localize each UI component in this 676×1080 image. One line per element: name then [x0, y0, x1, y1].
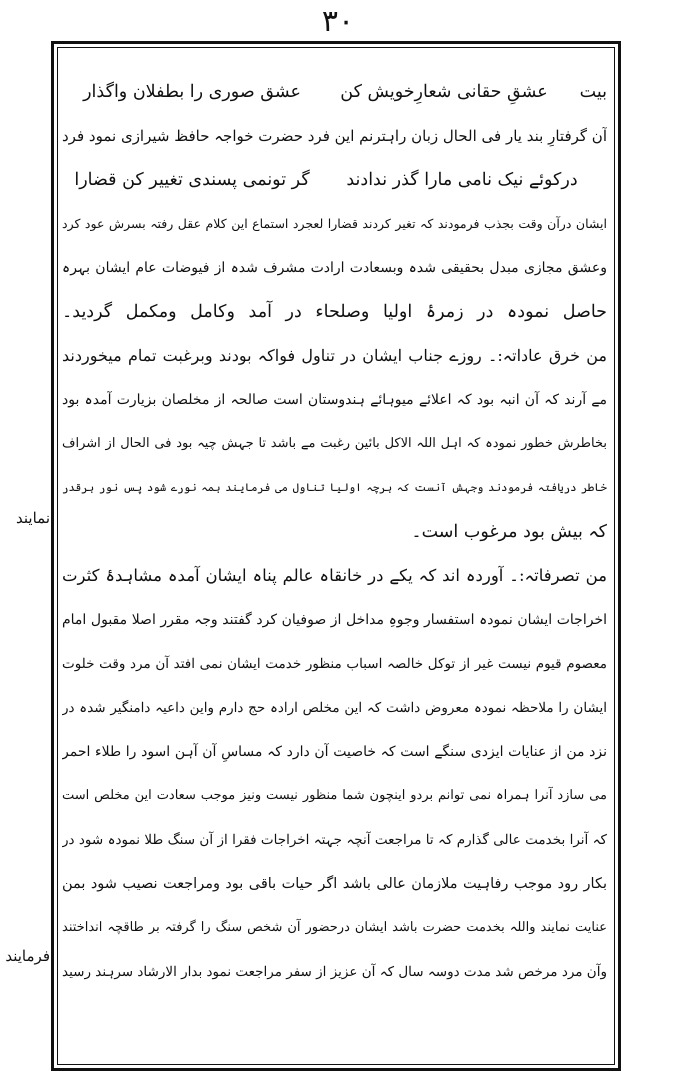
- text-line: حاصل نمودہ در زمرۂ اولیا وصلحاء در آمد وکامل ومکمل گردید۔: [62, 302, 607, 322]
- text-line: وآن مرد مرخص شد مدت دوسہ سال کہ آن عزیز از سفر مراجعت نمود بدار الارشاد سرہند رسید: [62, 964, 607, 980]
- text-line: کہ آنرا بخدمت عالی گذارم کہ تا مراجعت آنچہ جہتہ اخراجات فقرا از آن سنگ طلا نمودہ شود در: [62, 832, 607, 848]
- verse-label: بیت: [579, 82, 607, 102]
- margin-note: نمایند: [16, 509, 50, 527]
- text-line: عنایت نمایند واللہ بخدمت حضرت باشد ایشان درحضور آن شخص سنگ را گرفتہ بر طاقچہ انداختند: [62, 920, 607, 935]
- margin-note: فرمایند: [5, 947, 50, 965]
- verse-hemistich: گر تونمی پسندی تغییر کن قضارا: [74, 170, 310, 190]
- verse-hemistich: عشقِ حقانی شعارِخویش کن: [340, 82, 548, 102]
- text-line: بکار رود موجب رفاہیت ملازمان عالی باشد اگر حیات باقی بود ومراجعت نصیب شود بمن: [62, 876, 607, 892]
- verse-couplet: [62, 158, 607, 202]
- verse-hemistich: درکوئے نیک نامی مارا گذر ندادند: [346, 170, 578, 190]
- text-line: من تصرفاتہ:۔ آوردہ اند کہ یکے در خانقاہ عالم پناہ ایشان آمدہ مشاہدۂ کثرت: [62, 566, 607, 585]
- text-line: آن گرفتارِ بند یار فی الحال زبان راہترنم این فرد حضرت خواجہ حافظ شیرازی نمود فرد: [62, 127, 607, 145]
- text-line: مے آرند کہ آن انبہ بود کہ اعلائے میوہائے ہندوستان است صالحہ از مخلصان بزیارت آمدہ بود: [62, 392, 607, 408]
- text-line: می سازد آنرا ہمراہ نمی توانم بردو اینچون شما منظور نیست ونیز موجب سعادت این مخلص است: [62, 788, 607, 803]
- text-line: بخاطرش خطور نمودہ کہ اہل اللہ الاکل بائین رغبت مے باشد تا جہش چیہ بود فی الحال از اشراف: [62, 436, 607, 451]
- text-body: [62, 70, 607, 1060]
- text-line: خاطر دریافتہ فرمودند وجہش آنست کہ ہرچہ اولیا تناول می فرمایند ہمہ نورے شود پس نور ہرقدر: [62, 481, 607, 494]
- text-line: نزد من از عنایات ایزدی سنگے است کہ خاصیت آن دارد کہ مساسِ آن آہن اسود را طلاء احمر: [62, 744, 607, 760]
- verse-hemistich: عشق صوری را بطفلان واگذار: [83, 82, 301, 102]
- page-number: ۳۰: [321, 4, 355, 39]
- text-line: ایشان درآن وقت بجذب فرمودند کہ تغیر کردند قضارا لعجرد استماع این کلام عقل رفتہ بسرش عود کرد: [62, 216, 607, 231]
- text-line: کہ بیش بود مرغوب است۔: [411, 522, 607, 542]
- text-line: اخراجات ایشان نمودہ استفسار وجوہِ مداخل از صوفیان کرد گفتند وجہ مقرر اصلا مقبول امام: [62, 612, 607, 628]
- text-line: ایشان را ملاحظہ نمودہ معروض داشت کہ این مخلص ارادہ حج دارم واین داعیہ دامنگیر شدہ در: [62, 700, 607, 716]
- text-line: معصوم قیوم نیست غیر از توکل خالصہ اسباب منظور خدمت ایشان نمی افتد آن مرد وقت خلوت: [62, 656, 607, 672]
- verse-couplet: [62, 70, 607, 114]
- text-line: من خرق عاداتہ:۔ روزے جناب ایشان در تناول فواکہ بودند وبرغبت تمام میخوردند: [62, 346, 607, 365]
- text-line: وعشق مجازی مبدل بحقیقی شدہ وبسعادت ارادت مشرف شدہ از فیوضات عام ایشان بہرہ: [62, 260, 607, 276]
